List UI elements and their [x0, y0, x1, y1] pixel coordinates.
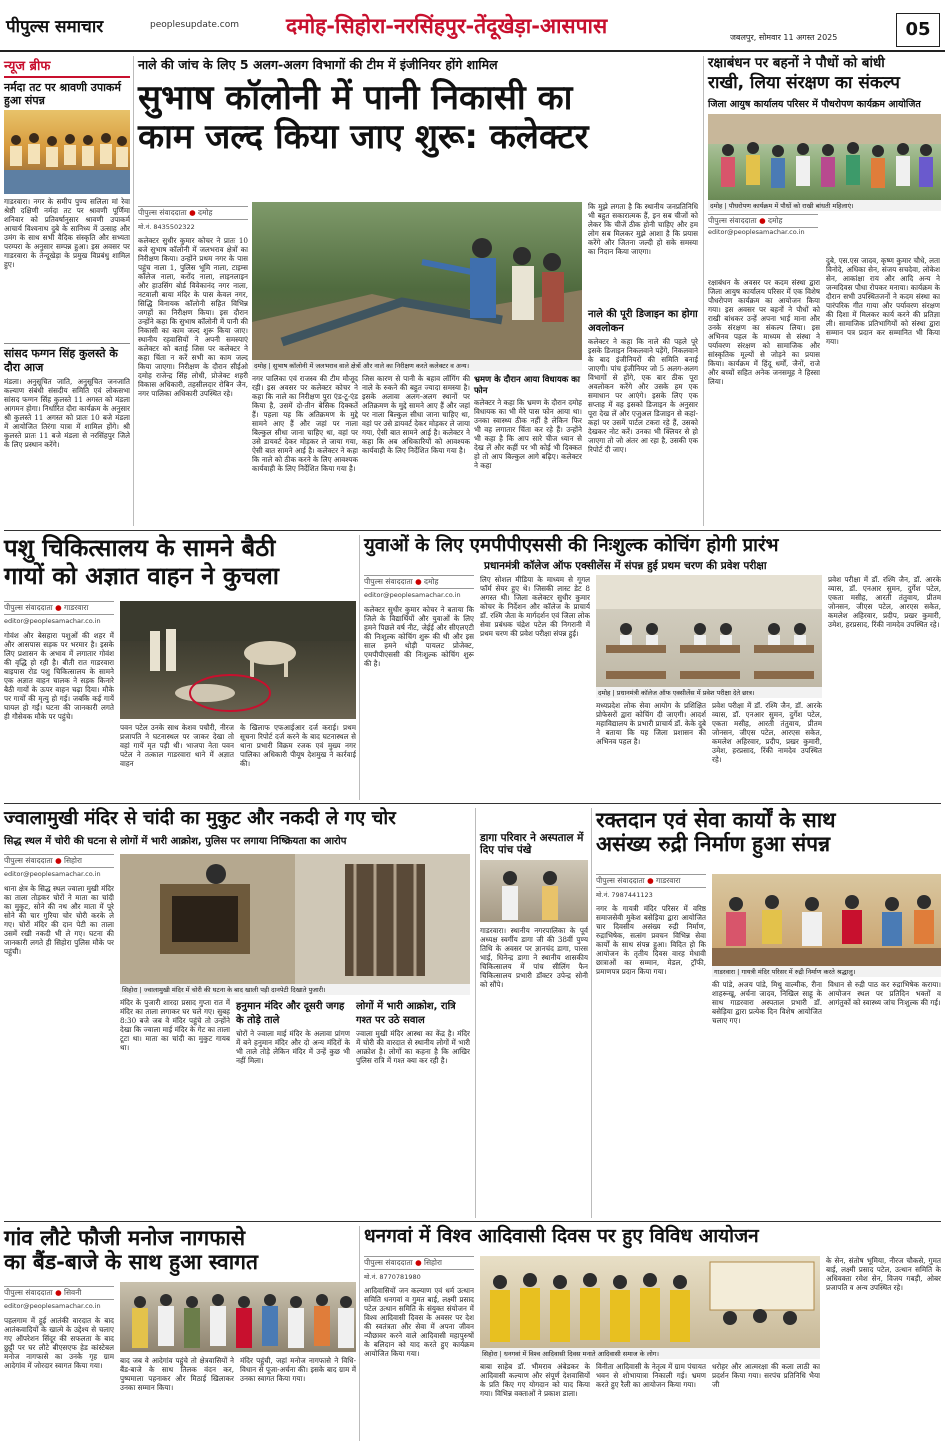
rakhi-email: editor@peoplesamachar.co.in [708, 228, 805, 237]
page-number: 05 [896, 13, 940, 47]
rakhi-body-col2: दुबे, एस.एस जादव, कृष्ण कुमार चौधे, लता विनोदे, अधिका सेन, संजय सचदेवा, लोकेश सेन, आकांक्षा राय और आदि अन्य ने जन्मदिवस पौधा रोपकर मनाया। कार्यक्रम के दौरान सभी उपस्थितजनों ने कदम संस्था का पारंपरिक गीत गाया और पर्यावरण संरक्षण की दिशा में मिलकर कार्य करने की प्रतिज्ञा ली। सामाजिक प्रतिभागियों को संस्था द्वारा सम्मान पत्र प्रदान कर सम्मानित भी किया गया। [826, 256, 940, 346]
brief-item2-body: मंडला। अनुसूचित जाति, अनुसूचित जनजाति कल्याण संबंधी संसदीय समिति एवं लोकसभा सांसद फग्गन सिंह कुलस्ते 11 अगस्त को मंडला आगमन होगा। निर्धारित दौरा कार्यक्रम के अनुसार श्री कुलस्ते 11 अगस्त को प्रातः 10 बजे मंडला में आयोजित तिरंगा यात्रा में शामिल होंगे। श्री कुलस्ते प्रातः 11 बजे मंडला से नरसिंहपुर जिले के लिए प्रस्थान करेंगे। [4, 376, 130, 449]
adivasi-body-col2: बाबा साहेब डॉ. भीमराव अंबेडकर के आदिवासी कल्याण और संपूर्ण देशवासियों के प्रति किए गए योगदान को याद किया गया। विभिन्न वक्ताओं ने प्रकाश डाला। [480, 1362, 590, 1398]
section-tendukheda: तेंदूखेड़ा- [474, 14, 540, 38]
cow-headline-line2: गायों को अज्ञात वाहन ने कुचला [4, 561, 280, 590]
lead-body-col1: कलेक्टर सुधीर कुमार कोचर ने प्रातः 10 बजे सुभाष कॉलोनी में जलभराव क्षेत्रों का निरीक्षण किया। उन्होंने प्रथम नगर के पास पहुंच नाला 1, पुलिस भूमि नाला, टाइम्स कॉलेज नाला, करोंद नाला, लाइनलाइन और हाउसिंग बोर्ड विवेकानंद नगर नाला, नटवाली बाया मंदिर के पास केवल नगर, सिद्धि विनायक कॉलोनी सहित विभिन्न जगहों का निरीक्षण किया। इस दौरान उन्होंने कहा कि सुभाष कॉलोनी में पानी की निकासी का काम जल्द शुरू किया जाए। स्थानीय रहवासियों ने अपनी समस्याएं कलेक्टर को बताई जिस पर कलेक्टर ने कहा चिंता न करें सभी का काम जल्द किया जाएगा। निरीक्षण के दौरान सीईओ दमोह राजेन्द्र सिंह लोधी, प्रोजेक्ट शहरी विकास अधिकारी, तहसीलदार रोबिन जैन, नगर पालिका अधिकारी उपस्थित रहे। [138, 236, 248, 398]
fauji-headline-line2: का बैंड-बाजे के साथ हुआ स्वागत [4, 1250, 258, 1275]
lead-mobile: मो.नं. 8435502322 [138, 223, 195, 231]
lead-body-col3: जिस कारण से पानी के बहाव लॉगिंग की नाले के रुकने की बहुत ज्यादा समस्या है। इसके अलावा अलग-अलग स्थानों पर अतिक्रमण के मुद्दे सामने आए हैं और जहां पर नाला बिल्कुल सीधा जाना चाहिए था, वहां पर उसे डायवर्ट देकर मोड़कर ले जाया गया, ऐसी बात सामने आई है। कलेक्टर ने कहा कि अब अधिकारियों को आवश्यक कार्यवाही के लिए निर्देशित किया गया है। [362, 374, 470, 455]
cow-email: editor@peoplesamachar.co.in [4, 617, 101, 625]
blood-body-col3: विधान से रुद्री पाठ कर रुद्राभिषेक कराया। आयोजन स्थल पर प्रतिदिन भक्तों व आगंतुकों को स्वास्थ्य जांच निःशुल्क की गई। [828, 980, 941, 1007]
jwala-body-col1: थाना क्षेत्र के सिद्ध स्थल ज्वाला मुखी मंदिर का ताला तोड़कर चोरों ने माता का चांदी का मुकुट, सोने की नथ और माता में पूरे सोने की चार गुरिया चोर चोरी करके ले गए। चोरों मंदिर की दान पेटी का ताला उसमें रखी नकदी भी ले गए। घटना की जानकारी लगते ही सिहोरा पुलिस मौके पर पहुंची। [4, 884, 114, 956]
jwala-email: editor@peoplesamachar.co.in [4, 870, 101, 878]
jwala-col4 [356, 998, 470, 1216]
adivasi-headline: धनगवां में विश्व आदिवासी दिवस पर हुए विविध आयोजन [364, 1225, 759, 1247]
rakhi-headline-line2: राखी, लिया संरक्षण का संकल्प [708, 72, 900, 93]
coaching-photo [596, 575, 822, 687]
coaching-byline: पीपुल्स संवाददाता ● दमोह [364, 575, 474, 589]
masthead-logo: पीपुल्स समाचार [6, 17, 104, 37]
coaching-photo-caption: दमोह | प्रधानमंत्री कॉलेज ऑफ एक्सीलेंस में प्रवेश परीक्षा देते छात्र। [596, 687, 822, 698]
adivasi-mobile: मो.नं. 8770781980 [364, 1273, 421, 1281]
adivasi-celebration-illustration [480, 1256, 820, 1348]
daga-story [480, 832, 588, 1218]
jwala-col3 [236, 998, 350, 1216]
cow-story [4, 535, 356, 800]
fauji-byline: पीपुल्स संवाददाता ● सिवनी [4, 1286, 114, 1300]
rakhi-story [708, 56, 941, 526]
fan-donation-illustration [480, 860, 588, 922]
lead-subhead-design-review: नाले की पूरी डिजाइन का होगा अवलोकन [588, 309, 698, 334]
lead-body-col2: नगर पालिका एवं राजस्व की टीम मौजूद रही। इस अवसर पर कलेक्टर कोचर ने कहा कि नाले का निरीक्षण पुरा एंड-टू-एंड किया है, उसमें दो-तीन बेसिक दिक्कतें हैं। पहला यह कि अतिक्रमण के मुद्दे सामने आए हैं और जहां पर नाला बिल्कुल सीधा जाना चाहिए था, वहां पर उसे डायवर्ट देकर मोड़कर ले जाया गया, ऐसी बात सामने आई है। कलेक्टर ने कहा कि नाले को ठीक करने के लिए आवश्यक कार्यवाही के लिए निर्देशित किया गया है। [252, 374, 358, 473]
section-sihora: सिहोरा- [335, 14, 394, 38]
coaching-body-col5: प्रवेश परीक्षा में डॉ. रश्मि जैन, डॉ. आरके व्यास, डॉ. एनआर सुमन, दुर्गेश पटेल, एकता मसीह, आरती तंतुवाय, प्रीतम जोनसन, जीएस पटेल, आरएस सकेत, कमलेश अहिरवार, प्रदीप, प्रखर कुमारी, उमेश, हरप्रसाद, रिंकी नामदेव उपस्थित रहे। [828, 575, 941, 629]
adivasi-body-col3: विनीता आदिवासी के नेतृत्व में ग्राम पंचायत भवन से शोभायात्रा निकाली गई। भ्रमण करते हुए रैली का आयोजन किया गया। [596, 1362, 706, 1389]
adivasi-body-col4: धरोहर और आत्मरक्षा की कला लाठी का प्रदर्शन किया गया। सरपंच प्रतिनिधि भैया जी [712, 1362, 820, 1389]
blood-body-col1: नगर के गायत्री मंदिर परिसर में वरिष्ठ समाजसेवी मुकेश बसेड़िया द्वारा आयोजित चार दिवसीय असंख्य रुद्री निर्माण, रुद्राभिषेक, सत्संग प्रवचन विभिन्न सेवा कार्यों के साथ संपन्न हुआ। विदित हो कि आयोजन के तृतीय दिवस वारह मेधावी छात्राओं का सम्मान, मेडल, ट्रॉफी, प्रमाणपत्र प्रदान किया गया। [596, 904, 706, 976]
cow-body-col2: पवन पटेल उनके साथ केशव पचौरी, नीरज प्रजापति ने घटनास्थल पर जाकर देखा तो वहां गायें मृत पड़ी थी। भाजपा नेता पवन पटेल ने तत्काल गाडरवारा थाने में अज्ञात वाहन [120, 723, 234, 768]
lead-body-col6: कलेक्टर ने कहा कि नाले की पहले पूरे इसके डिजाइन निकलवाने पड़ेंगे, निकलवाने के बाद इंजीनियरों की समिति बनाई जाएगी। पांच इंजीनियर जो 5 अलग-अलग विभागों से होंगे, एक बार ठीक पूरा अवलोकन करेंगे और उसके हम एक समाधान पर आएंगे। इसके लिए एक सप्ताह में वह इसको डिजाइन के अनुसार पूरा देख लें और एजुअल डिजाइन से कहां-कहां पर उसमें पार्टल टकरा रहे हैं, उसको देखकर नोट करें। उनका भी क्लियर से हो जाएगा तो जो अंतर आ रहा है, उसकी एक रिपोर्ट दी जाए। [588, 337, 698, 454]
rakhi-byline: पीपुल्स संवाददाता ● दमोह [708, 214, 818, 228]
fauji-headline-line1: गांव लौटे फौजी मनोज नागफासे [4, 1226, 246, 1250]
lead-col5 [588, 202, 698, 528]
jwala-body-col4: ज्वाला मुखी मंदिर आस्था का केंद्र है। मंदिर में चोरी की वारदात से स्थानीय लोगों में भारी आक्रोश है। लोगों का कहना है कि आखिर पुलिस रात्रि में गश्त क्या कर रही है। [356, 1029, 470, 1065]
jwala-photo-caption: सिहोरा | ज्वालामुखी मंदिर में चोरी की घटना के बाद खाली पड़ी दानपेटी दिखाते पुजारी। [120, 984, 470, 995]
brief-item2-title: सांसद फग्गन सिंह कुलस्ते के दौरा आज [4, 347, 118, 374]
welcome-crowd-illustration [120, 1282, 356, 1352]
adivasi-byline: पीपुल्स संवाददाता ● सिहोरा [364, 1256, 474, 1270]
lead-body-col5: कि मुझे लगता है कि स्थानीय जनप्रतिनिधि भी बहुत सकारात्मक हैं, इन सब चीजों को लेकर कि चीजें ठीक होनी चाहिए और हम लोग सब मिलकर मुझे आशा है कि प्रयास करेंगे और जितना जल्दी हो सके समस्या का निदान किया जाएगा। [588, 202, 698, 256]
cow-headline-line1: पशु चिकित्सालय के सामने बैठी [4, 534, 276, 562]
adivasi-body-col1: आदिवासियों जन कल्याण एवं धर्म उत्थान समिति धनगवां व गुमत बाई, लक्ष्मी प्रसाद पटेल उत्थान समिति के संयुक्त संयोजन में विश्व आदिवासी दिवस के अवसर पर देश की स्वतंत्रता और सेवा में अपना जीवन न्यौछावर करने वाले आदिवासी महापुरुषों के बलिदान को याद करते हुए कार्यक्रम आयोजित किया गया। [364, 1286, 474, 1358]
blood-photo-caption: गाडरवारा | गायत्री मंदिर परिसर में रुद्री निर्माण करते श्रद्धालु। [712, 966, 941, 977]
rakhi-headline-line1: रक्षाबंधन पर बहनों ने पौधों को बांधी [708, 55, 885, 71]
blood-photo [712, 874, 941, 966]
adivasi-photo-caption: सिहोरा | धनगवां में विश्व आदिवासी दिवस मनाते आदिवासी समाज के लोग। [480, 1348, 820, 1359]
coaching-body-col4: प्रवेश परीक्षा में डॉ. रश्मि जैन, डॉ. आरके व्यास, डॉ. एनआर सुमन, दुर्गेश पटेल, एकता मसीह, आरती तंतुवाय, प्रीतम जोनसन, जीएस पटेल, आरएस सकेत, कमलेश अहिरवार, प्रदीप, प्रखर कुमारी, उमेश, हरप्रसाद, रिंकी नामदेव उपस्थित रहे। [712, 701, 822, 764]
lead-photo-caption: दमोह | सुभाष कॉलोनी में जलभराव वाले क्षेत्रों और नाले का निरीक्षण करते कलेक्टर व अन्य। [252, 360, 582, 371]
lead-photo [252, 202, 582, 360]
jwala-story [4, 808, 472, 1218]
temple-theft-illustration [120, 854, 470, 984]
lead-headline-line1: सुभाष कॉलोनी में पानी निकासी का [138, 78, 573, 118]
jwala-subhead-outrage: लोगों में भारी आक्रोश, रात्रि गश्त पर उठे सवाल [356, 1001, 456, 1026]
adivasi-body-col5: के सेन, संतोष भूमिया, नीरज चौकसे, गुमत बाई, लक्ष्मी प्रसाद पटेल, उत्थान समिति के अधिवक्ता रमेश सेन, विजय गबड़ी, ओबर प्रजापति व अन्य उपस्थित रहे। [826, 1256, 941, 1292]
section-damoh: दमोह- [286, 14, 336, 38]
masthead [0, 0, 945, 52]
jwala-body-col3: चोरों ने ज्वाला माई मंदिर के अलावा प्रांगण में बने हनुमान मंदिर और दो अन्य मंदिरों के भी ताले तोड़े लेकिन मंदिर में उन्हें कुछ भी नहीं मिला। [236, 1029, 350, 1065]
section-bar [286, 12, 607, 40]
brief-item1-body: गाडरवारा। नगर के समीप पुण्य सलिला मां रेवा श्रेष्ठी दक्षिणी नर्मदा तट पर श्रावणी पूर्णिमा शनिवार को प्रतिवर्षानुसार श्रावणी उपाकर्म आचार्य विश्वनाथ दुबे के सानिध्य में उत्साह और उमंग के साथ सभी वैदिक संस्कृति और सभ्यता परम्परा के अनुसार सम्पन्न हुआ। इस अवसर पर गाडरवारा के तेन्दूखेड़ा के प्रमुख विप्रबंधु शामिल हुए। [4, 197, 130, 270]
fauji-body-col3: मंदिर पहुंची, जहां मनोज नागफासे ने विधि-विधान से पूजा-अर्चना की। इसके बाद ग्राम में उनका स्वागत किया गया। [240, 1356, 356, 1383]
lead-body-col4: कलेक्टर ने कहा कि भ्रमण के दौरान दमोह विधायक का भी मेरे पास फोन आया था। उनका स्वास्थ्य ठीक नहीं है लेकिन फिर भी वह लगातार चिंता कर रहे हैं। उन्होंने भी कहा है कि आप सारे चीज ध्यान से देख लें और कहीं पर भी कोई भी दिक्कत हो तो आप बिल्कुल आगे बढ़िए। कलेक्टर ने कहा [474, 398, 582, 470]
daga-headline: डागा परिवार ने अस्पताल में दिए पांच पंखे [480, 832, 584, 857]
blood-body-col2: की पांडे, अजय पांडे, मिथु वाल्मीक, रीना शाहरूखू, अर्चना जादव, निखिल साहू के साथ गाडरवारा अस्पताल प्रभारी डॉ. बसेड़िया द्वारा प्रत्येक दिन विशेष आयोजित चलाए गए। [712, 980, 822, 1025]
daga-body: गाडरवारा। स्थानीय नगरपालिका के पूर्व अध्यक्ष स्वर्गीय डागा जी की 38वीं पुण्य तिथि के अवसर पर ज्ञानचंद डागा, पारस भाई, धिनेन्द्र डागा ने स्थानीय शासकीय चिकित्सालय में पांच सीलिंग फैन चिकित्सालय प्रभारी डॉक्टर उपेन्द्र सोनी को सौंपे। [480, 926, 588, 990]
coaching-story [364, 535, 941, 800]
section-aaspaas: आसपास [539, 14, 608, 38]
drain-inspection-illustration [252, 202, 582, 360]
lead-subhead-mla-call: भ्रमण के दौरान आया विधायक का फोन [474, 375, 581, 396]
coaching-body-col3: मध्यप्रदेश लोक सेवा आयोग के प्रशिक्षित प्रोफेसरों द्वारा कोचिंग दी जाएगी। आदर्श महाविद्यालय के प्रभारी प्राचार्य डॉ. केके दुबे ने बताया कि यह जिला प्रशासन की अभिनव पहल है। [596, 701, 706, 746]
jwala-subhead: सिद्ध स्थल में चोरी की घटना से लोगों में भारी आक्रोश, पुलिस पर लगाया निष्क्रियता का आरोप [4, 836, 347, 848]
jwala-byline: पीपुल्स संवाददाता ● सिहोरा [4, 854, 114, 868]
plantation-group-illustration [708, 114, 941, 200]
fauji-body-col1: पहलगाम में हुई आतंकी वारदात के बाद आतंकवादियों के खात्मे के उद्देश्य से चलाए गए ऑपरेशन सिंदूर की सफलता के बाद छुट्टी पर घर लौटे बीएसएफ हेड कांस्टेबल मनोज नागफासे का उनके गृह ग्राम आदेगांव में जोरदार स्वागत किया गया। [4, 1316, 114, 1370]
lead-kicker: नाले की जांच के लिए 5 अलग-अलग विभागों की टीम में इंजीनियर होंगे शामिल [138, 57, 498, 72]
news-brief-label: न्यूज ब्रीफ [4, 56, 130, 78]
lead-headline-line2: काम जल्द किया जाए शुरू: कलेक्टर [138, 117, 589, 158]
blood-headline-line1: रक्तदान एवं सेवा कार्यों के साथ [596, 808, 836, 832]
news-brief [4, 56, 130, 526]
blood-headline-line2: असंख्य रुद्री निर्माण हुआ संपन्न [596, 832, 831, 857]
jwala-photo [120, 854, 470, 984]
adivasi-photo [480, 1256, 820, 1348]
blood-story [596, 808, 941, 1218]
rakhi-photo-caption: दमोह | पौधरोपण कार्यक्रम में पौधों को राखी बांधती महिलाएं। [708, 200, 941, 211]
jwala-headline: ज्वालामुखी मंदिर से चांदी का मुकुट और नकदी ले गए चोर [4, 808, 396, 829]
coaching-body-col2: लिए सोशल मीडिया के माध्यम से गूगल फॉर्म सेयर हुए थे। जिसकी लास्ट डेट 8 अगस्त थी। जिला कलेक्टर सुधीर कुमार कोचर के निर्देशन और कॉलेज के प्राचार्य डॉ. रश्मि जैता के मार्गदर्शन एवं जिला लोक सेवा प्रबंधक चंद्रेश पटेल की निगरानी में प्रथम चरण की प्रवेश परीक्षा संपन्न हुई। [480, 575, 590, 638]
coaching-body-col1: कलेक्टर सुधीर कुमार कोचर ने बताया कि जिले के विद्यार्थियों और युवाओं के लिए हमने पिछले वर्ष नीट, जेईई और सीएलएटी की निःशुल्क कोचिंग शुरू की थी और इस साल हमने थोड़ी पायलट प्रोजेक्ट, एमपीपीएससी की निःशुल्क कोचिंग शुरू की है। [364, 605, 474, 668]
adivasi-story [364, 1226, 941, 1441]
fauji-photo [120, 1282, 356, 1352]
blood-byline: पीपुल्स संवाददाता ● गाडरवारा [596, 874, 706, 888]
coaching-headline: युवाओं के लिए एमपीपीएससी की निःशुल्क कोचिंग होगी प्रारंभ [364, 535, 779, 556]
lead-byline: पीपुल्स संवाददाता ● दमोह [138, 206, 248, 220]
rakhi-photo [708, 114, 941, 200]
cow-photo [120, 601, 356, 719]
rudri-making-illustration [712, 874, 941, 966]
cow-body-col1: गोवंश और बेसहारा पशुओं की शहर में और आसपास सड़क पर भरमार है। इसके लिए प्रशासन के अभाव में लगातार गोवंश की वृद्धि हो रही है। बीती रात गाडरवारा बाइपास रोड पशु चिकित्सालय के सामने एक अज्ञात वाहन चालक ने सड़क किनारे बैठी गायों के ऊपर वाहन चढ़ा दिया। मौके पर गायों की मृत्यु हो गई। जबकि कई गायें घायल हो गईं। घटना की जानकारी लगते ही गौसेवक मौके पर पहुंचे। [4, 631, 114, 721]
section-narsinghpur: नरसिंहपुर- [393, 14, 475, 38]
lead-story [138, 56, 698, 528]
brief-item1-photo [4, 110, 130, 194]
exam-hall-illustration [596, 575, 822, 687]
rakhi-body-col1: रक्षाबंधन के अवसर पर कदम संस्था द्वारा जिला आयुष कार्यालय परिसर में एक विशेष पौधरोपण कार्यक्रम का आयोजन किया गया। इस अवसर पर बहनों ने पौधों को राखी बांधकर उन्हें अपना भाई माना और उनके संरक्षण का संकल्प लिया। इस अभिनव पहल के माध्यम से संस्था ने पर्यावरण संरक्षण को सामाजिक और सांस्कृतिक मूल्यों से जोड़ने का प्रयास किया। कार्यक्रम में हिंदू धर्मों, जैनों, राजे और बच्चों सहित अनेक जनसमूह ने हिस्सा लिया। [708, 278, 820, 386]
fauji-body-col2: बाद जब वे आदेगांव पहुंचे तो क्षेत्रवासियों ने बैंड-बाजे के साथ तिलक वंदन कर, पुष्पमाला पहनाकर और मिठाई खिलाकर उनका सम्मान किया। [120, 1356, 234, 1392]
rakhi-subhead: जिला आयुष कार्यालय परिसर में पौधरोपण कार्यक्रम आयोजित [708, 99, 921, 111]
masthead-site: peoplesupdate.com [150, 20, 239, 30]
fauji-story [4, 1226, 356, 1441]
brief-item1-title: नर्मदा तट पर श्रावणी उपाकर्म हुआ संपन्न [4, 81, 121, 108]
jwala-body-col2: मंदिर के पुजारी शारदा प्रसाद गुप्ता रात में मंदिर का ताला लगाकर घर चले गए। सुबह 8:30 बजे जब वे मंदिर पहुंचे तो उन्होंने देखा कि ज्वाला माई मंदिर के गेट का ताला टूटा था। माता का चांदी का मुकुट गायब था। [120, 998, 230, 1052]
night-road-cow-illustration [120, 601, 356, 719]
ritual-crowd-illustration [4, 110, 130, 194]
issue-date: जबलपुर, सोमवार 11 अगस्त 2025 [730, 33, 838, 42]
jwala-subhead-hanuman: हनुमान मंदिर और दूसरी जगह के तोड़े ताले [236, 1001, 345, 1026]
coaching-email: editor@peoplesamachar.co.in [364, 591, 461, 599]
lead-col4 [474, 374, 582, 526]
fauji-email: editor@peoplesamachar.co.in [4, 1302, 101, 1310]
cow-body-col3: के खिलाफ एफआईआर दर्ज कराई। प्रथम सूचना रिपोर्ट दर्ज करने के बाद घटनास्थल से थाना प्रभारी विक्रम रजक एवं मुख्य नगर पालिका अधिकारी पीयूष देशमुख ने कार्रवाई की। [240, 723, 356, 768]
cow-byline: पीपुल्स संवाददाता ● गाडरवारा [4, 601, 114, 615]
coaching-subhead: प्रधानमंत्री कॉलेज ऑफ एक्सीलेंस में संपन्न हुई प्रथम चरण की प्रवेश परीक्षा [484, 560, 767, 573]
blood-mobile: मो.नं. 7987441123 [596, 891, 653, 899]
daga-photo [480, 860, 588, 922]
